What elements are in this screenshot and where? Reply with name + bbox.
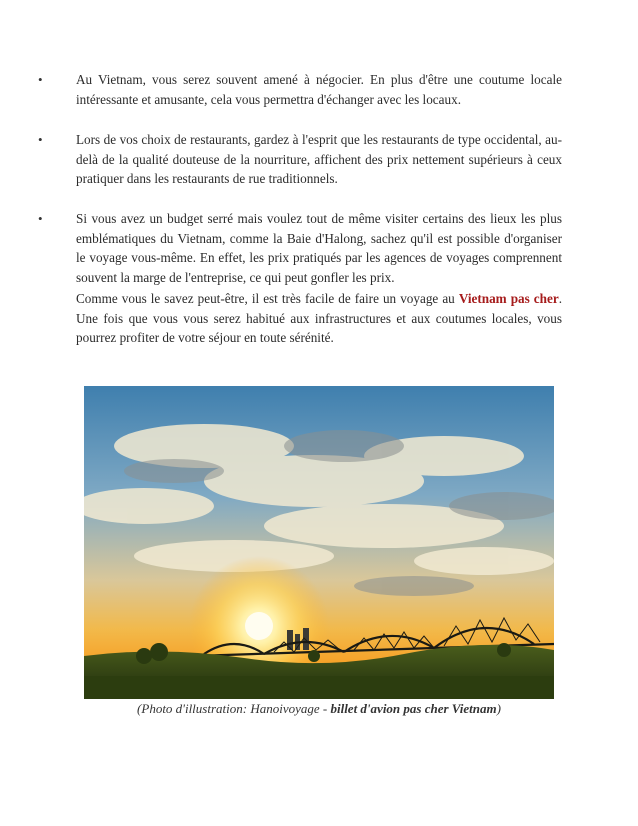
bullet-text: Si vous avez un budget serré mais voulez tout de même visiter certains des lieux les plus emblématiques du Vietnam, comme la Baie d'Halong, sachez qu'il est possible d'organiser le voyage vous-même. En effet, les prix pratiqués par les agences de voyages comprennent souvent la marge de l'entreprise, ce qui peut gonfler les prix.: [76, 211, 562, 285]
bullet-dot: •: [38, 132, 43, 147]
bullet-dot: •: [38, 211, 43, 226]
paragraph-text-before: Comme vous le savez peut-être, il est très facile de faire un voyage au: [76, 291, 459, 306]
vietnam-pas-cher-link[interactable]: Vietnam pas cher: [458, 291, 559, 306]
bullet-text: Au Vietnam, vous serez souvent amené à négocier. En plus d'être une coutume locale intéressante et amusante, cela vous permettra d'échanger avec les locaux.: [76, 72, 562, 107]
photo-caption: [0, 701, 638, 717]
bullet-text: Lors de vos choix de restaurants, gardez à l'esprit que les restaurants de type occidental, au-delà de la qualité douteuse de la nourriture, affichent des prix nettement supérieurs à ceux pratiquer dans les restaurants de rue traditionnels.: [76, 132, 562, 186]
caption-close: ): [496, 701, 501, 716]
caption-open: (Photo d'illustration: Hanoivoyage -: [137, 701, 331, 716]
bullet-dot: •: [38, 72, 43, 87]
paragraph-text-after: . Une fois que vous vous serez habitué aux infrastructures et aux coutumes locales, vous pourrez profiter de votre séjour en toute sérénité.: [76, 291, 562, 345]
illustration-photo: [84, 386, 554, 699]
sunset-bridge-image: [84, 386, 554, 699]
caption-bold-link[interactable]: billet d'avion pas cher Vietnam: [330, 701, 497, 716]
body-paragraph: [76, 289, 562, 348]
